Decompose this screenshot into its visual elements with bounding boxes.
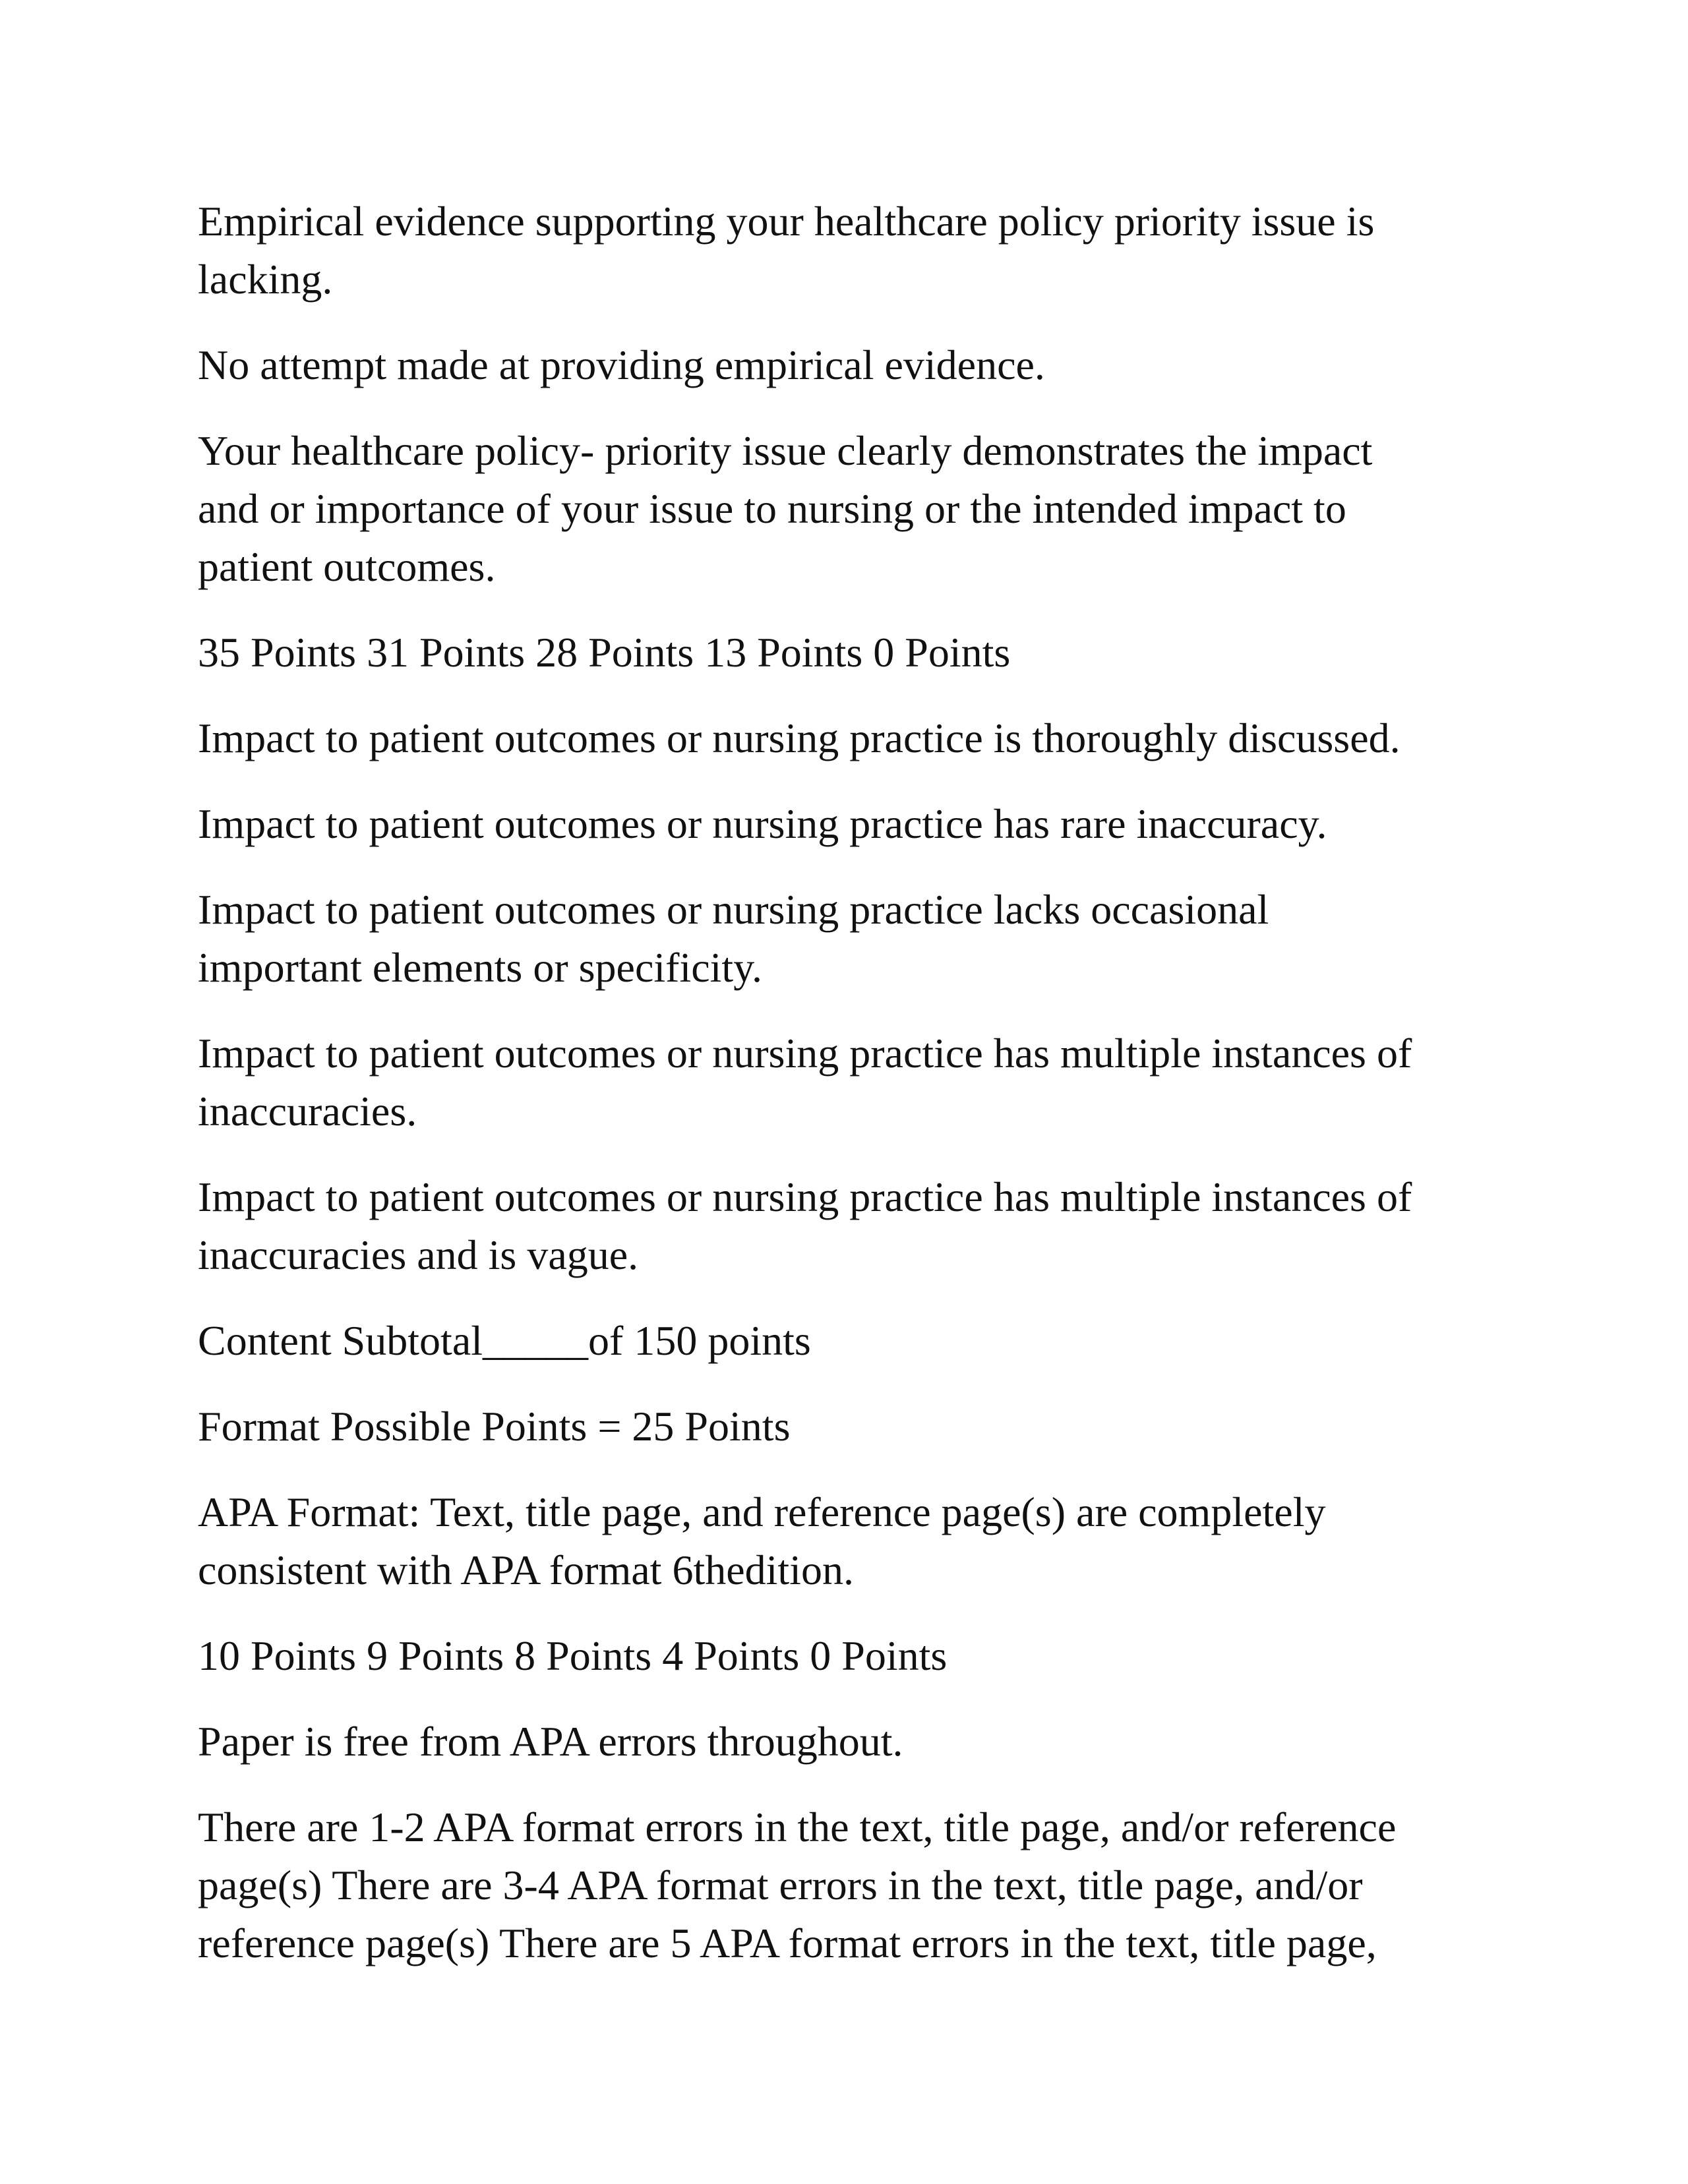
paragraph-apa-free: Paper is free from APA errors throughout. [198,1718,903,1765]
paragraph-impact-rare-inaccuracy: Impact to patient outcomes or nursing practice has rare inaccuracy. [198,800,1327,847]
paragraph-points-scale-format: 10 Points 9 Points 8 Points 4 Points 0 Points [198,1632,948,1679]
paragraph-apa-format: APA Format: Text, title page, and reference page(s) are completely consistent with APA format 6thedition. [198,1489,1326,1593]
paragraph-impact-vague: Impact to patient outcomes or nursing practice has multiple instances of inaccuracies and is vague. [198,1173,1412,1278]
paragraph-content-subtotal: Content Subtotal_____of 150 points [198,1317,811,1364]
paragraph-points-scale-content: 35 Points 31 Points 28 Points 13 Points 0 Points [198,629,1011,676]
paragraph-empirical-lacking: Empirical evidence supporting your healthcare policy priority issue is lacking. [198,198,1375,303]
paragraph-no-attempt: No attempt made at providing empirical evidence. [198,341,1045,388]
paragraph-priority-issue-impact: Your healthcare policy- priority issue clearly demonstrates the impact and or importance of your issue to nursing or the intended impact to patient outcomes. [198,427,1373,590]
paragraph-impact-multiple-inaccuracies: Impact to patient outcomes or nursing practice has multiple instances of inaccuracies. [198,1030,1412,1135]
document-body [198,192,1490,2000]
paragraph-apa-errors: There are 1-2 APA format errors in the text, title page, and/or reference page(s) There are 3-4 APA format errors in the text, title page, and/or reference page(s) There are 5 APA format errors in the text, title page, [198,1804,1397,1966]
paragraph-impact-thorough: Impact to patient outcomes or nursing practice is thoroughly discussed. [198,715,1401,761]
paragraph-impact-lacks-elements: Impact to patient outcomes or nursing practice lacks occasional important elements or specificity. [198,886,1269,991]
paragraph-format-possible-points: Format Possible Points = 25 Points [198,1403,791,1450]
